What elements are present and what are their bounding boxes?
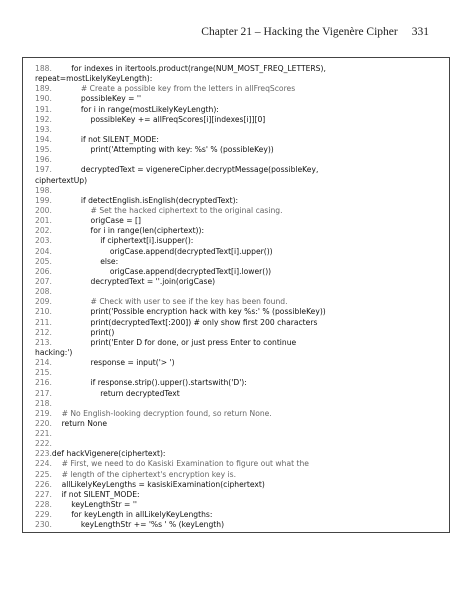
code-line: [35, 226, 443, 236]
code-line: [35, 145, 443, 155]
code-comment: # First, we need to do Kasiski Examination to figure out what the: [51, 459, 309, 469]
code-line: [35, 105, 443, 115]
line-number: 193.: [35, 124, 52, 134]
line-number: 228.: [35, 500, 52, 510]
code-comment: # length of the ciphertext's encryption key is.: [51, 469, 236, 479]
code-text: return None: [51, 418, 108, 428]
line-number: 226.: [35, 479, 52, 489]
code-text: origCase.append(decryptedText[i].lower()): [51, 266, 272, 276]
code-line: [35, 358, 443, 368]
code-line: [35, 64, 443, 74]
line-number: 197.: [35, 165, 52, 175]
code-line: [35, 348, 443, 358]
code-line: [35, 115, 443, 125]
code-line: [35, 318, 443, 328]
code-comment: # No English-looking decryption found, so return None.: [51, 408, 272, 418]
line-number: 217.: [35, 388, 52, 398]
line-number: 188.: [35, 64, 52, 73]
code-line: [35, 257, 443, 267]
code-text: for indexes in itertools.product(range(NUM_MOST_FREQ_LETTERS),: [51, 64, 326, 73]
code-text: repeat=mostLikelyKeyLength):: [35, 74, 153, 84]
line-number: 216.: [35, 378, 52, 388]
code-line: [35, 125, 443, 135]
code-text: origCase = []: [51, 216, 141, 226]
code-line: [35, 277, 443, 287]
code-line: [35, 439, 443, 449]
line-number: 219.: [35, 408, 52, 418]
code-line: [35, 84, 443, 94]
code-line: [35, 297, 443, 307]
code-line: [35, 196, 443, 206]
code-text: for i in range(len(ciphertext)):: [51, 226, 205, 236]
code-line: [35, 186, 443, 196]
code-text: decryptedText = ''.join(origCase): [51, 276, 216, 286]
code-comment: # Set the hacked ciphertext to the original casing.: [51, 205, 283, 215]
code-text: for i in range(mostLikelyKeyLength):: [51, 104, 219, 114]
code-line: [35, 135, 443, 145]
code-text: allLikelyKeyLengths = kasiskiExamination(ciphertext): [51, 479, 265, 489]
line-number: 229.: [35, 510, 52, 520]
code-listing: [22, 57, 450, 533]
code-line: [35, 236, 443, 246]
line-number: 191.: [35, 104, 52, 114]
code-line: [35, 510, 443, 520]
code-line: [35, 490, 443, 500]
line-number: 202.: [35, 226, 52, 236]
code-line: [35, 307, 443, 317]
code-text: hacking:'): [35, 347, 73, 357]
code-line: [35, 449, 443, 459]
code-line: [35, 155, 443, 165]
line-number: 199.: [35, 195, 52, 205]
running-head: [201, 26, 429, 38]
code-line: [35, 500, 443, 510]
code-line: [35, 459, 443, 469]
code-line: [35, 470, 443, 480]
code-text: if response.strip().upper().startswith('D'):: [51, 378, 247, 388]
line-number: 194.: [35, 134, 52, 144]
code-line: [35, 165, 443, 175]
line-number: 209.: [35, 297, 52, 307]
code-text: decryptedText = vigenereCipher.decryptMessage(possibleKey,: [51, 165, 319, 175]
code-line: [35, 368, 443, 378]
line-number: 230.: [35, 520, 52, 530]
code-text: def hackVigenere(ciphertext):: [51, 449, 166, 459]
code-line: [35, 429, 443, 439]
line-number: 196.: [35, 155, 52, 165]
code-text: for keyLength in allLikelyKeyLengths:: [51, 510, 213, 520]
code-line: [35, 206, 443, 216]
code-line: [35, 389, 443, 399]
code-line: [35, 247, 443, 257]
line-number: 198.: [35, 185, 52, 195]
code-line: [35, 94, 443, 104]
line-number: 223.: [35, 449, 52, 459]
line-number: 212.: [35, 327, 52, 337]
code-line: [35, 338, 443, 348]
code-text: if not SILENT_MODE:: [51, 489, 140, 499]
code-line: [35, 216, 443, 226]
line-number: 213.: [35, 337, 52, 347]
code-line: [35, 419, 443, 429]
line-number: 205.: [35, 256, 52, 266]
code-text: keyLengthStr = '': [51, 500, 138, 510]
line-number: 195.: [35, 145, 52, 155]
line-number: 210.: [35, 307, 52, 317]
code-text: print('Enter D for done, or just press Enter to continue: [51, 337, 297, 347]
code-text: if ciphertext[i].isupper():: [51, 236, 194, 246]
page-number: 331: [411, 26, 429, 38]
line-number: 222.: [35, 439, 52, 449]
line-number: 189.: [35, 84, 52, 94]
line-number: 204.: [35, 246, 52, 256]
code-line: [35, 328, 443, 338]
code-text: print('Possible encryption hack with key %s:' % (possibleKey)): [51, 307, 326, 317]
code-line: [35, 267, 443, 277]
line-number: 221.: [35, 429, 52, 439]
code-text: else:: [51, 256, 119, 266]
line-number: 207.: [35, 276, 52, 286]
line-number: 208.: [35, 287, 52, 297]
line-number: 206.: [35, 266, 52, 276]
code-line: [35, 409, 443, 419]
code-line: [35, 480, 443, 490]
line-number: 227.: [35, 489, 52, 499]
code-line: [35, 74, 443, 84]
code-line: [35, 399, 443, 409]
code-text: print(): [51, 327, 115, 337]
line-number: 224.: [35, 459, 52, 469]
line-number: 218.: [35, 398, 52, 408]
code-text: possibleKey = '': [51, 94, 142, 104]
line-number: 215.: [35, 368, 52, 378]
line-number: 203.: [35, 236, 52, 246]
line-number: 220.: [35, 418, 52, 428]
code-comment: # Check with user to see if the key has been found.: [51, 297, 288, 307]
code-text: ciphertextUp): [35, 175, 88, 185]
code-line: [35, 176, 443, 186]
line-number: 211.: [35, 317, 52, 327]
code-text: keyLengthStr += '%s ' % (keyLength): [51, 520, 225, 530]
code-text: possibleKey += allFreqScores[i][indexes[i]][0]: [51, 114, 266, 124]
code-text: if not SILENT_MODE:: [51, 134, 159, 144]
code-line: [35, 378, 443, 388]
line-number: 225.: [35, 469, 52, 479]
code-comment: # Create a possible key from the letters in allFreqScores: [51, 84, 296, 94]
code-lines: [35, 64, 443, 530]
line-number: 214.: [35, 358, 52, 368]
chapter-title: Chapter 21 – Hacking the Vigenère Cipher: [201, 26, 398, 38]
code-line: [35, 287, 443, 297]
line-number: 200.: [35, 205, 52, 215]
code-text: print('Attempting with key: %s' % (possibleKey)): [51, 145, 274, 155]
line-number: 190.: [35, 94, 52, 104]
line-number: 201.: [35, 216, 52, 226]
line-number: 192.: [35, 114, 52, 124]
code-line: [35, 520, 443, 530]
code-text: if detectEnglish.isEnglish(decryptedText):: [51, 195, 239, 205]
code-text: origCase.append(decryptedText[i].upper()): [51, 246, 273, 256]
code-text: return decryptedText: [51, 388, 180, 398]
code-text: print(decryptedText[:200]) # only show first 200 characters: [51, 317, 318, 327]
code-text: response = input('> '): [51, 358, 175, 368]
